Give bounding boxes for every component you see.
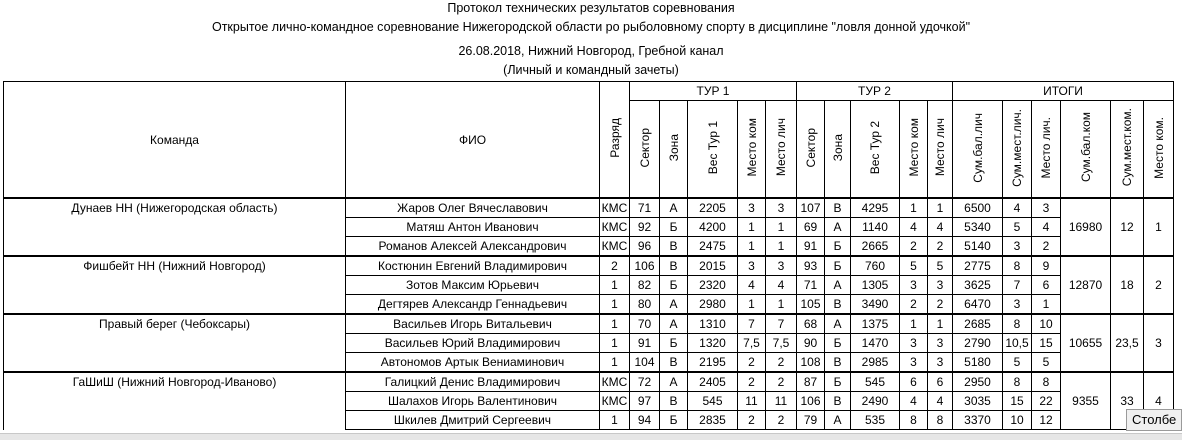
cell-place: 6 (1032, 276, 1061, 295)
cell-w2: 545 (851, 372, 900, 392)
cell-pp1: 11 (766, 392, 797, 411)
scoring-type: (Личный и командный зачеты) (503, 63, 679, 77)
participant-name-cell: Костюнин Евгений Владимирович (346, 256, 600, 276)
participant-name-cell: Матяш Антон Иванович (346, 218, 600, 237)
team-name-cell: Дунаев НН (Нижегородская область) (4, 198, 346, 256)
header-t2-sector: Сектор (797, 101, 825, 199)
cell-sum: 5340 (953, 218, 1003, 237)
cell-rank: 2 (600, 256, 630, 276)
cell-pp2: 3 (928, 353, 953, 373)
cell-w1: 2205 (688, 198, 738, 218)
cell-team-points: 16980 (1061, 198, 1111, 256)
cell-team-points: 9355 (1061, 372, 1111, 430)
cell-z1: В (660, 392, 688, 411)
cell-z2: В (825, 295, 851, 315)
cell-tp2: 1 (900, 198, 928, 218)
cell-s1: 97 (630, 392, 660, 411)
cell-places: 3 (1003, 237, 1032, 257)
cell-tp2: 3 (900, 334, 928, 353)
cell-tp2: 4 (900, 392, 928, 411)
cell-z2: Б (825, 237, 851, 257)
cell-s1: 92 (630, 218, 660, 237)
header-sum-places: Сум.мест.лич. (1003, 101, 1032, 199)
cell-z2: В (825, 392, 851, 411)
cell-w1: 2015 (688, 256, 738, 276)
cell-s1: 72 (630, 372, 660, 392)
cell-s2: 107 (797, 198, 825, 218)
cell-tp1: 1 (738, 237, 766, 257)
date-location: 26.08.2018, Нижний Новгород, Гребной канал (458, 44, 724, 58)
cell-sum: 2775 (953, 256, 1003, 276)
header-personal-place: Место лич. (1032, 101, 1061, 199)
table-row (4, 198, 1174, 218)
cell-pp2: 1 (928, 314, 953, 334)
cell-w1: 4200 (688, 218, 738, 237)
cell-z1: Б (660, 334, 688, 353)
cell-s2: 106 (797, 392, 825, 411)
cell-pp2: 5 (928, 256, 953, 276)
header-tour1: ТУР 1 (630, 82, 797, 101)
protocol-title: Протокол технических результатов соревнования (447, 1, 735, 15)
cell-w2: 535 (851, 411, 900, 430)
cell-s1: 94 (630, 411, 660, 430)
cell-w1: 1310 (688, 314, 738, 334)
cell-place: 1 (1032, 295, 1061, 315)
cell-places: 8 (1003, 372, 1032, 392)
participant-name-cell: Жаров Олег Вячеславович (346, 198, 600, 218)
cell-w1: 2320 (688, 276, 738, 295)
cell-tp1: 2 (738, 353, 766, 373)
cell-rank: 1 (600, 411, 630, 430)
cell-s2: 71 (797, 276, 825, 295)
cell-places: 8 (1003, 256, 1032, 276)
team-name-cell: Правый берег (Чебоксары) (4, 314, 346, 372)
cell-z1: В (660, 256, 688, 276)
cell-s1: 80 (630, 295, 660, 315)
cell-z2: Б (825, 372, 851, 392)
cell-tp2: 1 (900, 314, 928, 334)
cell-tp1: 7,5 (738, 334, 766, 353)
cell-sum: 3370 (953, 411, 1003, 430)
cell-z2: В (825, 198, 851, 218)
cell-sum: 2685 (953, 314, 1003, 334)
header-sum-points: Сум.бал.лич (953, 101, 1003, 199)
cell-places: 4 (1003, 198, 1032, 218)
cell-pp2: 2 (928, 237, 953, 257)
cell-tp2: 3 (900, 353, 928, 373)
participant-name-cell: Васильев Юрий Владимирович (346, 334, 600, 353)
cell-rank: КМС (600, 372, 630, 392)
cell-w2: 2490 (851, 392, 900, 411)
cell-z2: А (825, 314, 851, 334)
cell-places: 15 (1003, 392, 1032, 411)
cell-pp2: 8 (928, 411, 953, 430)
table-row (4, 372, 1174, 392)
cell-place: 3 (1032, 198, 1061, 218)
cell-z1: А (660, 372, 688, 392)
cell-z2: В (825, 353, 851, 373)
cell-pp1: 1 (766, 218, 797, 237)
cell-pp1: 3 (766, 256, 797, 276)
cell-sum: 2790 (953, 334, 1003, 353)
cell-w2: 3490 (851, 295, 900, 315)
cell-tp2: 3 (900, 276, 928, 295)
cell-pp2: 6 (928, 372, 953, 392)
cell-place: 2 (1032, 237, 1061, 257)
cell-pp2: 4 (928, 392, 953, 411)
cell-place: 9 (1032, 256, 1061, 276)
cell-team-points: 12870 (1061, 256, 1111, 314)
cell-tp2: 4 (900, 218, 928, 237)
header-team-points: Сум.бал.ком (1061, 101, 1111, 199)
participant-name-cell: Романов Алексей Александрович (346, 237, 600, 257)
participant-name-cell: Галицкий Денис Владимирович (346, 372, 600, 392)
cell-places: 10 (1003, 411, 1032, 430)
results-table (3, 81, 1174, 430)
cell-tp2: 8 (900, 411, 928, 430)
cell-tp1: 7 (738, 314, 766, 334)
header-team-place: Место ком. (1144, 101, 1174, 199)
cell-s2: 69 (797, 218, 825, 237)
cell-z2: А (825, 218, 851, 237)
cell-tp1: 3 (738, 198, 766, 218)
cell-pp2: 2 (928, 295, 953, 315)
team-name-cell: ГаШиШ (Нижний Новгород-Иваново) (4, 372, 346, 430)
cell-rank: КМС (600, 198, 630, 218)
cell-tp1: 2 (738, 372, 766, 392)
participant-name-cell: Автономов Артык Вениаминович (346, 353, 600, 373)
cell-w2: 2985 (851, 353, 900, 373)
cell-pp1: 2 (766, 411, 797, 430)
cell-pp1: 7 (766, 314, 797, 334)
cell-team-places-sum: 18 (1111, 256, 1144, 314)
cell-pp2: 1 (928, 198, 953, 218)
cell-w2: 760 (851, 256, 900, 276)
cell-s2: 108 (797, 353, 825, 373)
cell-pp2: 3 (928, 334, 953, 353)
team-name-cell: Фишбейт НН (Нижний Новгород) (4, 256, 346, 314)
cell-z2: Б (825, 334, 851, 353)
cell-s2: 68 (797, 314, 825, 334)
cell-places: 7 (1003, 276, 1032, 295)
cell-place: 5 (1032, 353, 1061, 373)
cell-sum: 6470 (953, 295, 1003, 315)
cell-tp1: 1 (738, 218, 766, 237)
cell-rank: 1 (600, 295, 630, 315)
cell-sum: 3625 (953, 276, 1003, 295)
cell-team-places-sum: 33 (1111, 372, 1144, 430)
cell-s1: 71 (630, 198, 660, 218)
header-t1-team-place: Место ком (738, 101, 766, 199)
cell-pp2: 3 (928, 276, 953, 295)
header-t2-team-place: Место ком (900, 101, 928, 199)
cell-team-place: 4 (1144, 372, 1174, 430)
cell-rank: 1 (600, 334, 630, 353)
cell-team-points: 10655 (1061, 314, 1111, 372)
cell-s2: 87 (797, 372, 825, 392)
cell-s1: 104 (630, 353, 660, 373)
cell-place: 8 (1032, 372, 1061, 392)
cell-w2: 4295 (851, 198, 900, 218)
header-t1-sector: Сектор (630, 101, 660, 199)
header-tour2: ТУР 2 (797, 82, 953, 101)
cell-z1: А (660, 295, 688, 315)
cell-s1: 96 (630, 237, 660, 257)
cell-pp1: 2 (766, 353, 797, 373)
cell-place: 4 (1032, 218, 1061, 237)
cell-z2: А (825, 276, 851, 295)
cell-z2: А (825, 411, 851, 430)
cell-sum: 2950 (953, 372, 1003, 392)
cell-sum: 5140 (953, 237, 1003, 257)
cell-tp2: 5 (900, 256, 928, 276)
cell-tp1: 11 (738, 392, 766, 411)
cell-s1: 70 (630, 314, 660, 334)
cell-s2: 91 (797, 237, 825, 257)
cell-place: 22 (1032, 392, 1061, 411)
cell-pp1: 1 (766, 295, 797, 315)
header-t2-weight: Вес Тур 2 (851, 101, 900, 199)
cell-tp2: 2 (900, 295, 928, 315)
cell-pp1: 4 (766, 276, 797, 295)
participant-name-cell: Дегтярев Александр Геннадьевич (346, 295, 600, 315)
cell-rank: КМС (600, 218, 630, 237)
cell-pp1: 7,5 (766, 334, 797, 353)
cell-tp1: 4 (738, 276, 766, 295)
cell-pp2: 4 (928, 218, 953, 237)
header-t1-weight: Вес Тур 1 (688, 101, 738, 199)
cell-places: 5 (1003, 218, 1032, 237)
cell-w1: 2835 (688, 411, 738, 430)
header-t2-zone: Зона (825, 101, 851, 199)
header-totals: ИТОГИ (953, 82, 1174, 101)
cell-tp2: 6 (900, 372, 928, 392)
cell-w2: 1470 (851, 334, 900, 353)
cell-z1: Б (660, 218, 688, 237)
cell-tp1: 3 (738, 256, 766, 276)
cell-z1: Б (660, 411, 688, 430)
cell-team-places-sum: 12 (1111, 198, 1144, 256)
cell-tp2: 2 (900, 237, 928, 257)
cell-tp1: 2 (738, 411, 766, 430)
cell-rank: 1 (600, 314, 630, 334)
column-tooltip-button[interactable]: Столбе (1126, 409, 1182, 431)
header-t2-personal-place: Место лич (928, 101, 953, 199)
cell-z1: Б (660, 276, 688, 295)
cell-rank: КМС (600, 237, 630, 257)
cell-rank: КМС (600, 392, 630, 411)
cell-places: 5 (1003, 353, 1032, 373)
cell-w2: 1305 (851, 276, 900, 295)
cell-place: 15 (1032, 334, 1061, 353)
cell-pp1: 2 (766, 372, 797, 392)
cell-places: 3 (1003, 295, 1032, 315)
cell-w2: 1375 (851, 314, 900, 334)
cell-team-place: 1 (1144, 198, 1174, 256)
cell-z1: А (660, 314, 688, 334)
table-row (4, 256, 1174, 276)
cell-s1: 82 (630, 276, 660, 295)
cell-s2: 105 (797, 295, 825, 315)
cell-w1: 2980 (688, 295, 738, 315)
cell-z1: В (660, 237, 688, 257)
cell-team-place: 3 (1144, 314, 1174, 372)
cell-w1: 2195 (688, 353, 738, 373)
table-row (4, 314, 1174, 334)
cell-s1: 91 (630, 334, 660, 353)
participant-name-cell: Зотов Максим Юрьевич (346, 276, 600, 295)
cell-w1: 2475 (688, 237, 738, 257)
cell-places: 10,5 (1003, 334, 1032, 353)
cell-w2: 1140 (851, 218, 900, 237)
cell-sum: 6500 (953, 198, 1003, 218)
header-rank: Разряд (600, 82, 630, 199)
cell-w1: 1320 (688, 334, 738, 353)
cell-place: 10 (1032, 314, 1061, 334)
cell-z1: А (660, 198, 688, 218)
cell-z2: Б (825, 256, 851, 276)
cell-places: 8 (1003, 314, 1032, 334)
cell-pp1: 3 (766, 198, 797, 218)
cell-w1: 545 (688, 392, 738, 411)
cell-rank: 1 (600, 276, 630, 295)
participant-name-cell: Васильев Игорь Витальевич (346, 314, 600, 334)
participant-name-cell: Шалахов Игорь Валентинович (346, 392, 600, 411)
header-t1-zone: Зона (660, 101, 688, 199)
cell-sum: 3035 (953, 392, 1003, 411)
header-name: ФИО (346, 82, 600, 199)
cell-w2: 2665 (851, 237, 900, 257)
participant-name-cell: Шкилев Дмитрий Сергеевич (346, 411, 600, 430)
cell-s1: 106 (630, 256, 660, 276)
cell-pp1: 1 (766, 237, 797, 257)
header-t1-personal-place: Место лич (766, 101, 797, 199)
cell-rank: 1 (600, 353, 630, 373)
cell-z1: В (660, 353, 688, 373)
cell-w1: 2405 (688, 372, 738, 392)
header-team-places-sum: Сум.мест.ком. (1111, 101, 1144, 199)
cell-s2: 93 (797, 256, 825, 276)
cell-team-places-sum: 23,5 (1111, 314, 1144, 372)
cell-s2: 79 (797, 411, 825, 430)
cell-sum: 5180 (953, 353, 1003, 373)
header-team: Команда (4, 82, 346, 199)
cell-team-place: 2 (1144, 256, 1174, 314)
cell-tp1: 1 (738, 295, 766, 315)
competition-title: Открытое лично-командное соревнование Нижегородской области ро рыболовному спорту в дисциплине "ловля донной удочкой" (211, 20, 971, 34)
cell-place: 12 (1032, 411, 1061, 430)
cell-s2: 90 (797, 334, 825, 353)
